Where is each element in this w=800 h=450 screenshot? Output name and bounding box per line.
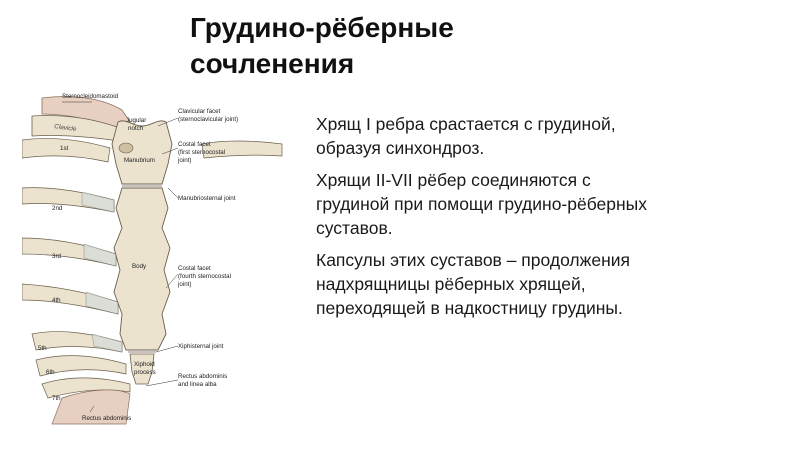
label-rib-2nd: 2nd: [52, 205, 63, 212]
label-clavicular-facet: Clavicular facet: [178, 108, 221, 115]
label-rib-5th: 5th: [38, 345, 47, 352]
slide-title: [190, 10, 610, 82]
label-rib-3rd: 3rd: [52, 253, 61, 260]
label-costal-facet-1-sub: (first sternocostal: [178, 149, 226, 156]
label-costal-facet-4-sub2: joint): [178, 281, 192, 288]
label-clavicular-facet-sub: (sternoclavicular joint): [178, 116, 239, 123]
label-costal-facet-1: Costal facet: [178, 141, 211, 148]
label-rectus-linea: Rectus abdominis: [178, 373, 228, 380]
label-notch: notch: [128, 125, 144, 132]
label-manubrium: Manubrium: [124, 157, 155, 164]
body-text: [316, 112, 766, 328]
paragraph: [316, 168, 766, 240]
paragraph-line: образуя синхондроз.: [316, 138, 485, 158]
label-costal-facet-4-sub: (fourth sternocostal: [178, 273, 231, 280]
label-sternocleidomastoid: Sternocleidomastoid: [62, 93, 119, 100]
label-rib-4th: 4th: [52, 297, 61, 304]
paragraph-line: Капсулы этих суставов – продолжения: [316, 250, 630, 270]
costal-cartilages: [82, 192, 122, 352]
title-line: сочленения: [190, 48, 355, 79]
label-xiphisternal-joint: Xiphisternal joint: [178, 343, 224, 350]
title-line: Грудино-рёберные: [190, 12, 454, 43]
label-rectus-abdominis: Rectus abdominis: [82, 415, 132, 422]
label-jugular: Jugular: [126, 117, 147, 124]
paragraph-line: Хрящи II-VII рёбер соединяются с: [316, 170, 591, 190]
label-costal-facet-4: Costal facet: [178, 265, 211, 272]
label-rib-1st: 1st: [60, 145, 69, 152]
sternum-diagram-svg: [22, 88, 292, 428]
label-body: Body: [132, 263, 147, 270]
label-rib-7th: 7th: [52, 395, 61, 402]
label-process: process: [134, 369, 156, 376]
paragraph-line: надхрящницы рёберных хрящей,: [316, 274, 586, 294]
paragraph-line: переходящей в надкостницу грудины.: [316, 298, 623, 318]
label-costal-facet-1-sub2: joint): [178, 157, 192, 164]
paragraph: [316, 248, 766, 320]
paragraph-line: грудиной при помощи грудино-рёберных: [316, 194, 648, 214]
clavicular-facet-shape: [119, 143, 133, 153]
paragraph: [316, 112, 766, 160]
sternum-illustration: [22, 88, 292, 428]
label-rib-6th: 6th: [46, 369, 55, 376]
label-xiphoid: Xiphoid: [134, 361, 155, 368]
paragraph-line: Хрящ I ребра срастается с грудиной,: [316, 114, 616, 134]
paragraph-line: суставов.: [316, 218, 393, 238]
label-rectus-linea-sub: and linea alba: [178, 381, 217, 388]
label-clavicle: Clavicle: [53, 123, 77, 134]
label-manubriosternal-joint: Manubriosternal joint: [178, 195, 236, 202]
